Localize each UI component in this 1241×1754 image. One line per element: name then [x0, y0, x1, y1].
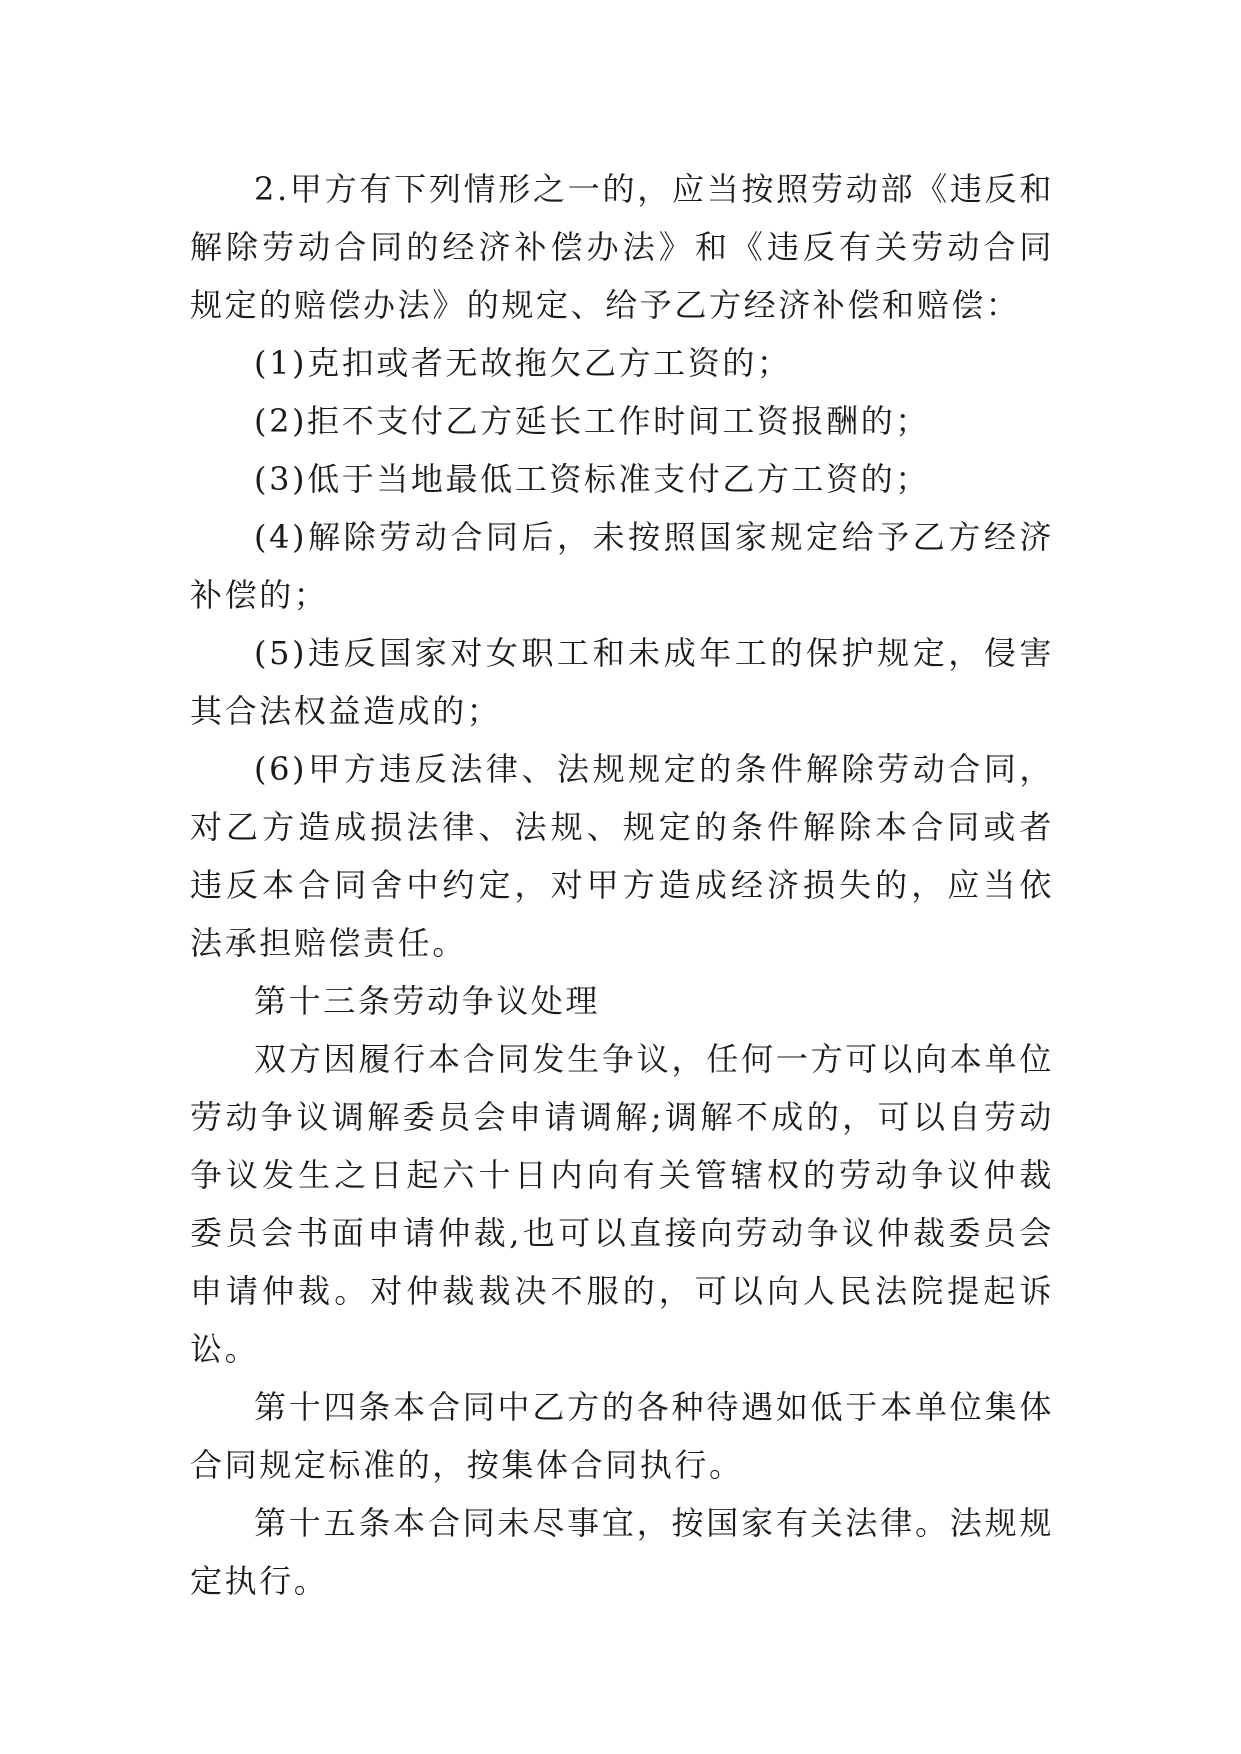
list-item-6: (6)甲方违反法律、法规规定的条件解除劳动合同，对乙方造成损法律、法规、规定的条件解除本合同或者违反本合同舍中约定，对甲方造成经济损失的，应当依法承担赔偿责任。	[190, 750, 1054, 962]
list-item-5: (5)违反国家对女职工和未成年工的保护规定，侵害其合法权益造成的；	[190, 634, 1054, 730]
article-13-heading: 第十三条劳动争议处理	[254, 982, 601, 1020]
article-15: 第十五条本合同未尽事宜，按国家有关法律。法规规定执行。	[190, 1504, 1054, 1600]
list-item-1: (1)克扣或者无故拖欠乙方工资的；	[254, 344, 792, 382]
article-13-body: 双方因履行本合同发生争议，任何一方可以向本单位劳动争议调解委员会申请调解;调解不成的，可以自劳动争议发生之日起六十日内向有关管辖权的劳动争议仲裁委员会书面申请仲裁,也可以直接向劳动争议仲裁委员会申请仲裁。对仲裁裁决不服的，可以向人民法院提起诉讼。	[190, 1040, 1054, 1368]
document-body	[190, 160, 1054, 1610]
list-item-2: (2)拒不支付乙方延长工作时间工资报酬的；	[254, 402, 930, 440]
list-item-4: (4)解除劳动合同后，未按照国家规定给予乙方经济补偿的；	[190, 518, 1054, 614]
list-item-3: (3)低于当地最低工资标准支付乙方工资的；	[254, 460, 930, 498]
paragraph-compensation-intro: 2.甲方有下列情形之一的，应当按照劳动部《违反和解除劳动合同的经济补偿办法》和《违反有关劳动合同规定的赔偿办法》的规定、给予乙方经济补偿和赔偿：	[190, 170, 1054, 324]
article-14: 第十四条本合同中乙方的各种待遇如低于本单位集体合同规定标准的，按集体合同执行。	[190, 1388, 1054, 1484]
